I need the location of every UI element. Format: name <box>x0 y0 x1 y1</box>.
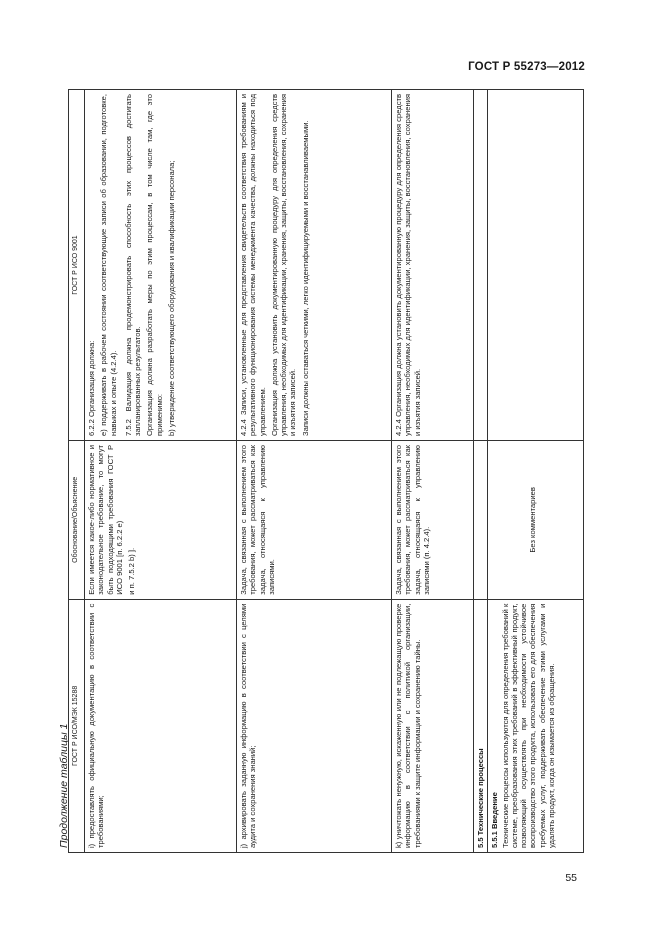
comparison-table <box>68 89 584 853</box>
column-header-iso-15288: ГОСТ Р ИСО/МЭК 15288 <box>69 599 85 852</box>
intro-text: Технические процессы используются для определения требований к системе, преобразования этих требований в эффективный продукт, позволяющий осуществлять при необходимости устойчивое воспроизводство этого продукта, использовать его для обеспечения требуемых услуг, поддерживать обеспечение этими услугами и удалять продукт, когда он изымается из обращения. <box>500 603 556 848</box>
cell-justification: Если имеется какое-либо нормативное и законодательное требование, то могут быть подходящими требования ГОСТ Р ИСО 9001 [п. 6.2.2 e) и п. 7.5.2 b) ]. <box>85 440 237 599</box>
cell-15288: k) уничтожать ненужную, искаженную или не подлежащую проверке информацию в соответствии с политикой организации, требованиями к защите информации и сохранению тайны. <box>392 599 474 852</box>
cell-9001: 4.2.4 Организация должна установить документированную процедуру для определения средств управления, необходимых для идентификации, хранения, защиты, восстановления, сохранения и изъятия записей. <box>392 90 474 441</box>
table-row <box>85 90 237 853</box>
section-row <box>474 90 488 853</box>
column-header-justification: Обоснование/Объяснение <box>69 440 85 599</box>
cell-9001: 6.2.2 Организация должна: e) поддерживать в рабочем состоянии соответствующие записи об образовании, подготовке, навыках и опыте (4.2.4). 7.5.2 Валидация должна продемонстрировать способность этих процессов достигать запланированных результатов. Организация должна разработать меры по этим процессам, в том числе там, где это применимо: b) утверждение соответствующего оборудования и квалификации персонала; <box>85 90 237 441</box>
column-header-iso-9001: ГОСТ Р ИСО 9001 <box>69 90 85 441</box>
rotated-table-container <box>68 89 584 853</box>
empty-cell <box>488 90 584 441</box>
table-row <box>237 90 392 853</box>
cell-15288: j) архивировать заданную информацию в соответствии с целями аудита и сохранения знаний; <box>237 599 392 852</box>
empty-cell <box>474 440 488 599</box>
table-caption: Продолжение таблицы 1 <box>58 723 70 848</box>
cell-9001: 4.2.4 Записи, установленные для представления свидетельств соответствия требованиям и результативного функционирования системы менеджмента качества, должны находиться под управлением. Организация должна установить документированную процедуру для определения средств управления, необходимых для идентификации, хранения, защиты, восстановления, сохранения и изъятия записей. Записи должны оставаться четкими, легко идентифицируемыми и восстанавливаемыми. <box>237 90 392 441</box>
table-row <box>392 90 474 853</box>
cell-justification: Задача, связанная с выполнением этого требования, может рассматриваться как задача, относящаяся к управлению записями. <box>237 440 392 599</box>
section-title: 5.5 Технические процессы <box>474 599 488 852</box>
cell-justification: Задача, связанная с выполнением этого требования, может рассматриваться как задача, относящаяся к управлению записями (п. 4.2.4). <box>392 440 474 599</box>
document-header: ГОСТ Р 55273—2012 <box>468 61 585 73</box>
table-row <box>488 90 584 853</box>
intro-cell <box>488 599 584 852</box>
comment-cell: Без комментариев <box>488 440 584 599</box>
page-number: 55 <box>565 872 577 884</box>
cell-15288: i) предоставлять официальную документацию в соответствии с требованиями; <box>85 599 237 852</box>
empty-cell <box>474 90 488 441</box>
table-header-row <box>69 90 85 853</box>
intro-title: 5.5.1 Введение <box>490 792 500 848</box>
